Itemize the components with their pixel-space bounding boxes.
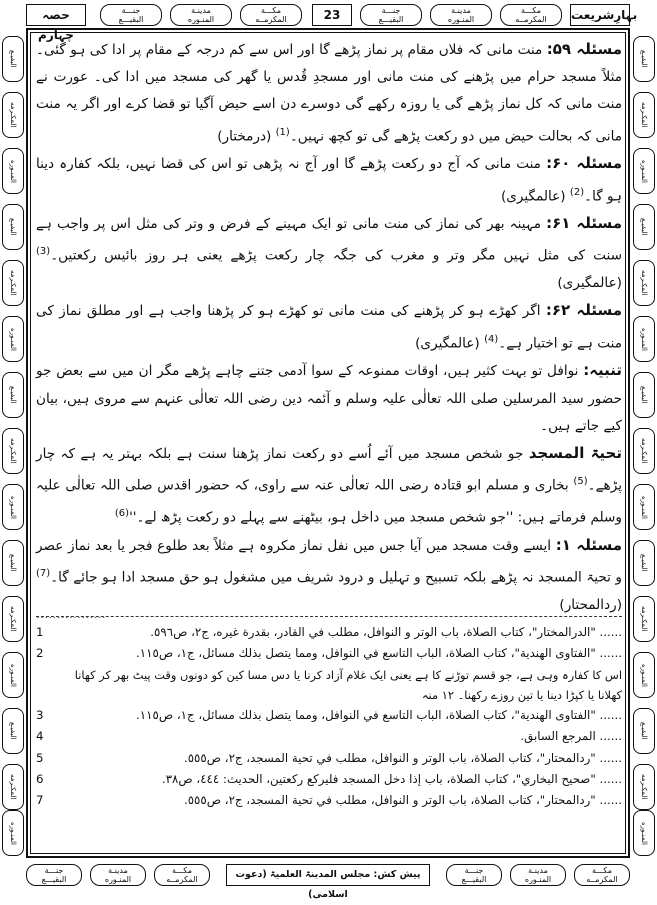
header-badge: جنـــة البقيـــع — [360, 4, 422, 26]
footnote — [36, 726, 622, 747]
header-badge: مدينـة المنـوره — [430, 4, 492, 26]
side-ornament: المنـوره — [633, 316, 655, 362]
side-ornament: البقيـع — [2, 708, 24, 754]
masala-heading: مسئلہ ۶۲: — [545, 301, 622, 320]
section-text: جو شخص مسجد میں آئے اُسے دو رکعت نماز پڑھنا سنت ہے بلکہ بہتر یہ ہے کہ چار پڑھے۔ — [36, 445, 622, 494]
footer-badge: جنـــة البقيـــع — [26, 864, 82, 886]
side-ornament: المكـرمه — [633, 92, 655, 138]
footnote-ref[interactable]: (1) — [275, 126, 290, 138]
side-ornament: المكـرمه — [633, 596, 655, 642]
side-ornament: البقيـع — [633, 204, 655, 250]
footnotes — [36, 622, 622, 812]
source-citation: (ردالمحتار) — [559, 596, 622, 613]
masala-heading: مسئلہ ۱: — [555, 535, 622, 554]
side-ornament: المنـوره — [2, 316, 24, 362]
footnote-ref[interactable]: (5) — [573, 476, 588, 488]
masala-1 — [36, 532, 622, 619]
tanbeeh-heading: تنبیہ: — [583, 361, 622, 380]
masala-62 — [36, 297, 622, 357]
footnote-number: 2 — [36, 646, 44, 661]
footnote — [36, 705, 622, 726]
side-ornament: المنـوره — [2, 652, 24, 698]
footnote-number — [36, 665, 50, 705]
footnote-text: ...... "الفتاوى الهندية"، كتاب الصلاة، الباب التاسع في النوافل، ومما يتصل بذلك مسائل، ج١، ص١١٥. — [136, 646, 622, 661]
masala-59 — [36, 36, 622, 150]
masala-60 — [36, 150, 622, 210]
masala-heading: مسئلہ ۵۹: — [546, 40, 622, 58]
footnote — [36, 622, 622, 643]
footnote-number: 7 — [36, 793, 44, 808]
footer-badge: مدينـة المنـوره — [90, 864, 146, 886]
footnote-divider: ۔۔۔۔۔۔۔۔۔۔۔۔۔۔۔۔۔ — [36, 612, 106, 620]
footnote-number: 6 — [36, 772, 44, 787]
footnote-number: 4 — [36, 729, 44, 744]
footer-bar — [26, 862, 630, 900]
side-ornament: المنـوره — [633, 148, 655, 194]
side-ornament: المنـوره — [2, 484, 24, 530]
footnote-text: ...... "صحيح البخاري"، كتاب الصلاة، باب إذا دخل المسجد فليركع ركعتين، الحديث: ٤٤٤، ص٣٨. — [161, 772, 622, 787]
masala-text: منت مانی کہ آج دو رکعت پڑھے گا اور آج نہ پڑھی تو اس کی قضا نہیں، بلکہ کفارہ دینا ہو گا۔ — [36, 156, 622, 205]
side-ornament: المنـوره — [633, 484, 655, 530]
side-ornament: المكـرمه — [2, 596, 24, 642]
tanbeeh-text: نوافل تو بہت کثیر ہیں، اوقات ممنوعہ کے سوا آدمی جتنے چاہے پڑھے مگر ان میں سے بعض جو حضور سید المرسلین صلی اللہ تعالٰی علیہ وسلم و آئمہ دین رضی اللہ تعالٰی عنہم سے مروی ہیں، بیان کیے جاتے ہیں۔ — [36, 363, 622, 434]
side-ornament: البقيـع — [633, 708, 655, 754]
footnote-ref[interactable]: (3) — [36, 246, 51, 258]
hadith-text: بخاری و مسلم ابو قتادہ رضی اللہ تعالٰی عنہ سے راوی، کہ حضور اقدس صلی اللہ تعالٰی علیہ وسلم فرماتے ہیں: ''جو شخص مسجد میں داخل ہو، بیٹھنے سے پہلے دو رکعت پڑھ لے۔'' — [36, 477, 622, 526]
source-citation: (عالمگیری) — [500, 188, 570, 205]
footer-badge: مدينـة المنـوره — [510, 864, 566, 886]
footer-badge: جنـــة البقيـــع — [446, 864, 502, 886]
source-citation: (عالمگیری) — [415, 335, 485, 352]
tanbeeh — [36, 357, 622, 440]
footnote-text: ...... المرجع السابق. — [520, 729, 622, 744]
footer-badge: مكـــة المكرمــه — [574, 864, 630, 886]
footnote-divider-line — [36, 616, 622, 617]
header-badge: مدينـة المنـوره — [170, 4, 232, 26]
side-ornament: البقيـع — [2, 540, 24, 586]
masala-text: ایسے وقت مسجد میں آیا جس میں نفل نماز مکروہ ہے مثلاً بعد طلوع فجر یا بعد نماز عصر و تحیۃ المسجد نہ پڑھے بلکہ تسبیح و تہلیل و درود شریف میں مشغول ہو حق مسجد ادا ہو جائے گا۔ — [36, 537, 622, 586]
section-heading: تحیۃ المسجد — [528, 443, 622, 462]
masala-heading: مسئلہ ۶۰: — [546, 154, 622, 173]
masala-text: اگر کھڑے ہو کر پڑھنے کی منت مانی تو کھڑے ہو کر پڑھنا واجب ہے اور مطلق نماز کی منت ہے تو اختیار ہے۔ — [36, 303, 622, 352]
publisher-label: پیش کش: مجلس المدینۃ العلمیۃ (دعوت اسلامی) — [226, 864, 430, 886]
footer-badge: مكـــة المكرمــه — [154, 864, 210, 886]
footnote-text: ...... "ردالمحتار"، كتاب الصلاة، باب الوتر و النوافل، مطلب في تحية المسجد، ج٢، ص٥٥٥. — [183, 793, 622, 808]
header-badge: مكـــة المكرمــه — [500, 4, 562, 26]
side-ornament: المكـرمه — [633, 764, 655, 810]
footnote — [36, 790, 622, 811]
header-bar — [26, 4, 638, 42]
source-citation: (عالمگیری) — [557, 275, 622, 292]
footnote-text: اس کا کفارہ وہی ہے، جو قسم توڑنے کا ہے یعنی ایک غلام آزاد کرنا یا دس مسا کین کو دونوں وقت پیٹ بھر کر کھانا کھلانا یا کپڑا دینا یا تین روزے رکھنا۔ ۱۲ منہ — [74, 667, 622, 702]
side-ornament: البقيـع — [633, 540, 655, 586]
side-ornament: المكـرمه — [633, 260, 655, 306]
footnote-ref[interactable]: (4) — [484, 333, 499, 345]
side-ornament: المنـوره — [2, 810, 24, 856]
footnote — [36, 643, 622, 664]
side-ornament: البقيـع — [2, 372, 24, 418]
footnote-ref[interactable]: (7) — [36, 567, 51, 579]
footnote-number: 3 — [36, 707, 44, 722]
footnote-ref[interactable]: (6) — [114, 507, 130, 519]
side-ornament: المنـوره — [633, 810, 655, 856]
side-ornament: المنـوره — [2, 148, 24, 194]
footnote-text: ...... "ردالمحتار"، كتاب الصلاة، باب الوتر و النوافل، مطلب في تحية المسجد، ج٢، ص٥٥٥. — [183, 750, 622, 765]
page-number: 23 — [312, 4, 352, 26]
tahiyyat-al-masjid — [36, 440, 622, 532]
footnote-text: ...... "الدرالمختار"، كتاب الصلاة، باب الوتر و النوافل، مطلب في القادر، بقدرة غيره، ج٢، ص٥٩٦. — [150, 625, 622, 639]
masala-heading: مسئلہ ۶۱: — [546, 214, 623, 233]
side-ornament: المكـرمه — [633, 428, 655, 474]
side-ornament: البقيـع — [2, 204, 24, 250]
side-ornament: البقيـع — [633, 372, 655, 418]
side-ornament: البقيـع — [2, 36, 24, 82]
footnote — [36, 769, 622, 790]
footnote-number: 1 — [36, 625, 44, 639]
main-text — [36, 36, 622, 619]
masala-61 — [36, 210, 622, 297]
part-label: حصہ چہارم — [26, 4, 86, 26]
side-ornament: البقيـع — [633, 36, 655, 82]
masala-text: منت مانی کہ فلاں مقام پر نماز پڑھے گا اور اس سے کم درجہ کے مقام پر ادا کی ہو گئی۔ مثلاً مسجد حرام میں پڑھنے کی منت مانی اور مسجدِ قُدس یا گھر کی مسجد میں ادا کی۔ عورت نے منت مانی کہ کل نماز پڑھے گی یا روزہ رکھے گی دوسرے دن اسے حیض آگیا تو قضا کرے اور اگر یہ منت مانی کہ بحالت حیض میں دو رکعت پڑھے گی تو کچھ نہیں۔ — [36, 42, 622, 145]
side-ornament: المكـرمه — [2, 764, 24, 810]
footnote-text: ...... "الفتاوى الهندية"، كتاب الصلاة، الباب التاسع في النوافل، ومما يتصل بذلك مسائل، ج١، ص١١٥. — [136, 707, 622, 722]
footnote — [36, 665, 622, 705]
footnote-ref[interactable]: (2) — [569, 186, 585, 198]
side-ornament: المكـرمه — [2, 428, 24, 474]
side-ornament: المكـرمه — [2, 92, 24, 138]
source-citation: (درمختار) — [217, 128, 276, 145]
side-ornament: المكـرمه — [2, 260, 24, 306]
footnote-number: 5 — [36, 750, 44, 765]
footnote — [36, 748, 622, 769]
header-badge: مكـــة المكرمــه — [240, 4, 302, 26]
book-title: بہارِشریعت — [570, 4, 630, 26]
masala-text: مہینہ بھر کی نماز کی منت مانی تو ایک مہینے کے فرض و وتر کی مثل اس پر واجب ہے سنت کی مثل نہیں مگر وتر و مغرب کی جگہ چار رکعت پڑھے یعنی ہر روز بائیس رکعتیں۔ — [36, 216, 622, 265]
side-ornament: المنـوره — [633, 652, 655, 698]
header-badge: جنـــة البقيـــع — [100, 4, 162, 26]
